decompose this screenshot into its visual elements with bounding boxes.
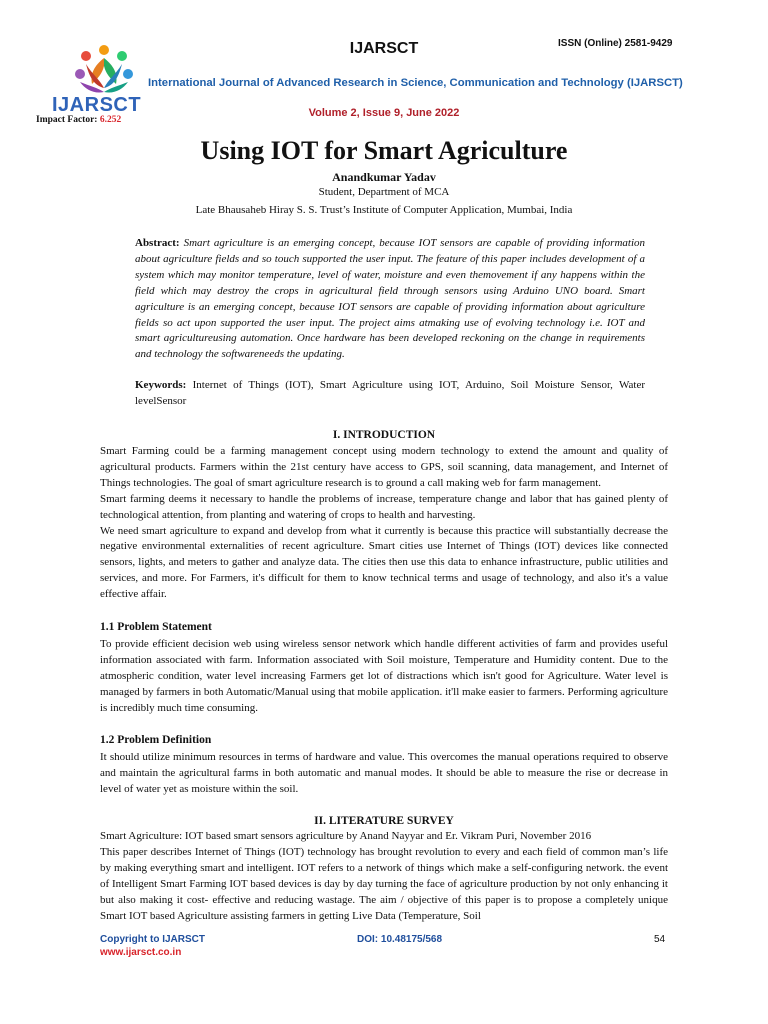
logo-text: IJARSCT [52, 94, 142, 116]
journal-full-name: International Journal of Advanced Research in Science, Communication and Technology (IJARSCT) [148, 77, 683, 89]
section-heading-introduction: I. INTRODUCTION [332, 429, 436, 441]
problem-statement-body [100, 637, 668, 717]
paragraph: Smart Agriculture: IOT based smart sensors agriculture by Anand Nayyar and Er. Vikram Puri, November 2016 [100, 830, 592, 842]
introduction-body [100, 444, 668, 603]
journal-abbreviation: IJARSCT [349, 40, 419, 57]
issn: ISSN (Online) 2581-9429 [558, 38, 673, 49]
abstract-text: Smart agriculture is an emerging concept, because IOT sensors are capable of providing information about agriculture fields and so touch supported the user input. The feature of this paper includes development of a system which may monitor temperature, level of water, moisture and even themovement if any happens within the field which may destroy the crops in agricultural field through sensors using Arduino UNO board. Smart agriculture is an emerging concept, because IOT sensors are capable of providing information about agriculture fields so act upon supported the user input. The project aims atmaking use of evolving technology i.e. IOT and smart agricultureusing automation. Once hardware has been developed reckoning on the change in requirements and technology the softwareneeds the updating. [135, 237, 646, 361]
impact-value: 6.252 [99, 115, 122, 125]
literature-survey-body [100, 829, 668, 924]
affiliation-institute: Late Bhausaheb Hiray S. S. Trust’s Institute of Computer Application, Mumbai, India [195, 204, 573, 216]
page-number: 54 [654, 934, 666, 945]
subsection-heading-problem-definition: 1.2 Problem Definition [100, 734, 212, 746]
section-heading-literature-survey: II. LITERATURE SURVEY [314, 815, 454, 827]
footer-url-link[interactable]: www.ijarsct.co.in [100, 947, 182, 958]
footer-doi: DOI: 10.48175/568 [357, 934, 443, 945]
abstract-label: Abstract: [135, 237, 180, 249]
abstract [135, 236, 645, 363]
paper-title: Using IOT for Smart Agriculture [200, 136, 568, 165]
paragraph: It should utilize minimum resources in terms of hardware and value. This overcomes the manual operations required to observe and maintain the agricultural farms in both automatic and manual modes. It should be able to measure the rise or decrease in level of water yet as moisture within the soil. [100, 751, 668, 795]
problem-definition-body [100, 750, 668, 798]
paragraph: Smart Farming could be a farming management concept using modern technology to extend the amount and quality of agricultural products. Farmers within the 21st century have access to GPS, soil scanning, data management, and Internet of Things technologies. The goal of smart agriculture research is to ground a call making web for farm management. [100, 445, 668, 489]
keywords-text: Internet of Things (IOT), Smart Agriculture using IOT, Arduino, Soil Moisture Sensor, Water levelSensor [135, 379, 646, 407]
affiliation-department: Student, Department of MCA [318, 186, 450, 198]
subsection-heading-problem-statement: 1.1 Problem Statement [100, 621, 212, 633]
keywords [135, 378, 645, 410]
author-name: Anandkumar Yadav [332, 170, 436, 184]
volume-issue: Volume 2, Issue 9, June 2022 [308, 107, 460, 119]
paragraph: Smart farming deems it necessary to handle the problems of increase, temperature change and labor that has gained plenty of technological attention, from planting and watering of crops to health and harvesting. [100, 492, 668, 521]
paragraph: We need smart agriculture to expand and develop from what it currently is because this practice will substantially decrease the negative environmental externalities of recent agriculture. Smart cities use Internet of Things (IOT) devices like connected sensors, lights, and meters to gather and analyze data. The cities then use this data to enhance infrastructure, public utilities and services, and more. For Farmers, it's difficult for them to know technical terms and usage of technology, and also it's a value effective affair. [100, 524, 668, 601]
impact-label: Impact Factor: [36, 115, 98, 125]
keywords-label: Keywords: [135, 379, 187, 391]
footer-copyright: Copyright to IJARSCT [100, 934, 205, 945]
paragraph: To provide efficient decision web using wireless sensor network which handle different activities of farm and provides useful information associated with farm. Information associated with Soil moisture, Temperature and Humidity content. Due to the atmospheric condition, water level increasing Farmers get lot of distractions which isn't good for Agriculture. Water level is managed by farmers in both Automatic/Manual using that mobile application. it'll make easier to farmers. Performing agriculture is incredibly much time consuming. [100, 638, 668, 714]
paragraph: This paper describes Internet of Things (IOT) technology has brought revolution to every and each field of common man’s life by making everything smart and intelligent. IOT refers to a network of things which make a self-configuring network. the event of Intelligent Smart Farming IOT based devices is day by day turning the face of agriculture production by not only enhancing it but also making it cost- effective and reducing wastage. The aim / objective of this paper is to propose a completely unique Smart IOT based Agriculture assisting farmers in getting Live Data (Temperature, Soil [100, 845, 668, 922]
